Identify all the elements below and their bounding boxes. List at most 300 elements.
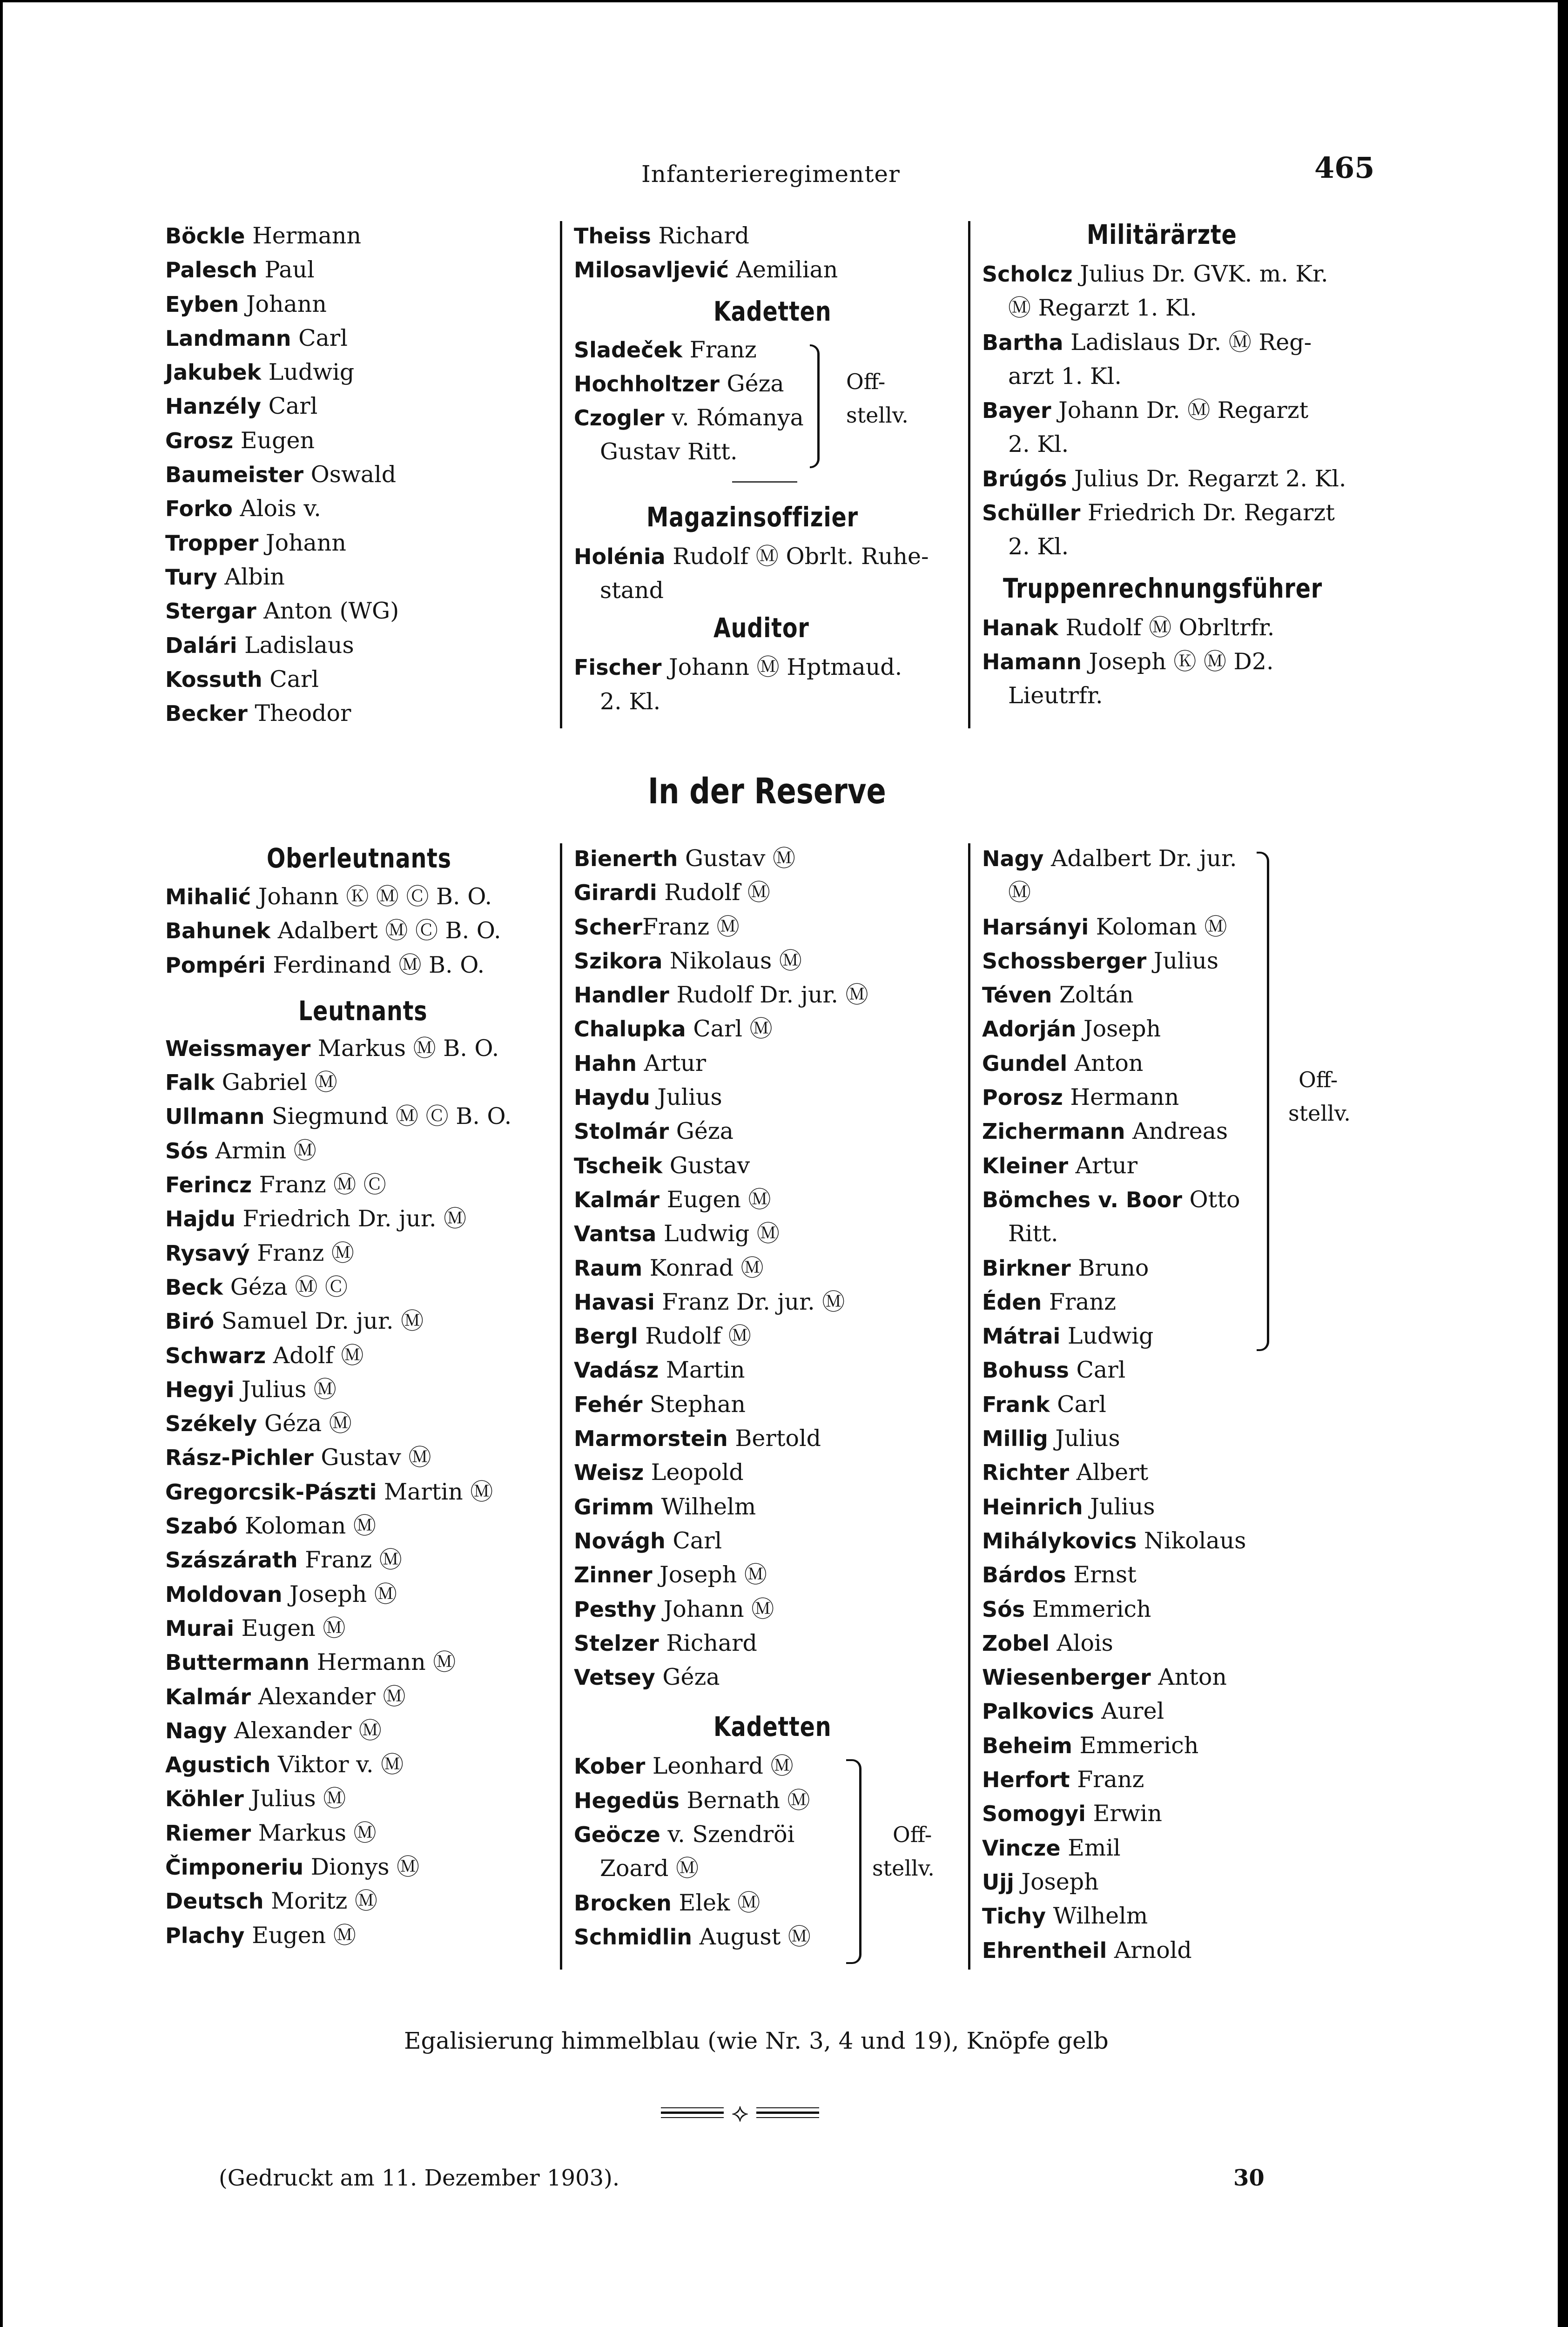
surname: Weisz	[574, 1460, 644, 1486]
list-item	[982, 530, 1382, 564]
given-name-and-details: Géza	[719, 370, 784, 397]
list-item	[982, 1285, 1382, 1319]
list-item	[982, 257, 1382, 291]
list-item	[165, 914, 552, 948]
list-item	[574, 650, 960, 684]
given-name-and-details: Anton (WG)	[256, 598, 399, 625]
given-name-and-details: Lieutrfr.	[1008, 682, 1103, 709]
given-name-and-details: Markus Ⓜ	[251, 1819, 377, 1846]
list-item	[574, 910, 960, 944]
given-name-and-details: Richard	[659, 1629, 757, 1656]
list-item	[165, 1338, 552, 1372]
given-name-and-details: Viktor v. Ⓜ	[270, 1751, 404, 1778]
surname: Sós	[165, 1138, 209, 1164]
list-item	[165, 696, 399, 730]
given-name-and-details: Carl	[291, 324, 348, 351]
list-item	[165, 1065, 552, 1099]
surname: Hanzély	[165, 394, 262, 419]
list-item	[574, 1046, 960, 1080]
surname: Agustich	[165, 1752, 271, 1778]
surname: Nagy	[982, 846, 1044, 871]
oberleutnants-heading: Oberleutnants	[267, 842, 451, 874]
separator-rule	[732, 481, 797, 483]
surname: Richter	[982, 1460, 1070, 1486]
kadetten-heading-top: Kadetten	[713, 295, 832, 327]
given-name-and-details: Ludwig Ⓜ	[656, 1220, 780, 1247]
surname: Hegyi	[165, 1377, 235, 1402]
given-name-and-details: Adalbert Ⓜ Ⓒ B. O.	[270, 917, 501, 944]
given-name-and-details: Wilhelm	[654, 1493, 756, 1520]
given-name-and-details: Markus Ⓜ B. O.	[310, 1035, 499, 1062]
surname: Eyben	[165, 291, 239, 317]
list-item	[165, 1372, 552, 1406]
given-name-and-details: Joseph Ⓚ Ⓜ D2.	[1082, 648, 1274, 675]
given-name-and-details: Eugen Ⓜ	[660, 1186, 771, 1213]
column-2-top	[574, 219, 960, 719]
given-name-and-details: Andreas	[1125, 1118, 1228, 1145]
list-item	[574, 1490, 960, 1524]
given-name-and-details: Carl	[1069, 1357, 1126, 1384]
militaeraerzte-heading: Militärärzte	[1087, 219, 1237, 250]
given-name-and-details: Gabriel Ⓜ	[215, 1069, 337, 1096]
list-item	[165, 321, 399, 355]
list-item	[574, 978, 960, 1012]
surname: Bayer	[982, 398, 1051, 424]
list-item	[165, 1236, 552, 1270]
given-name-and-details: v. Rómanya	[664, 404, 804, 431]
surname: Vantsa	[574, 1221, 657, 1247]
truppenrechnung-heading: Truppenrechnungsführer	[1003, 572, 1323, 604]
given-name-and-details: Franz	[1070, 1766, 1144, 1793]
surname: Bömches v. Boor	[982, 1187, 1182, 1212]
given-name-and-details: Joseph	[1014, 1868, 1099, 1895]
surname: Becker	[165, 701, 248, 726]
given-name-and-details: Eugen Ⓜ	[244, 1922, 356, 1949]
surname: Scher	[574, 914, 643, 940]
kadetten-note-bottom-line1: Off-	[893, 1822, 932, 1847]
list-item	[574, 435, 960, 469]
surname: Mihalić	[165, 884, 251, 909]
surname: Handler	[574, 982, 669, 1008]
kadetten-brace-top	[810, 344, 820, 468]
column-divider-top-left	[560, 221, 562, 728]
surname: Rász-Pichler	[165, 1445, 314, 1471]
ornament-flourish-icon: ⟡	[724, 2099, 756, 2127]
column-1-bottom	[165, 842, 552, 1952]
list-item	[165, 424, 399, 457]
given-name-and-details: Johann Ⓜ Hptmaud.	[661, 654, 902, 681]
given-name-and-details: Emmerich	[1025, 1595, 1151, 1622]
surname: Tscheik	[574, 1153, 663, 1178]
list-item	[574, 1749, 960, 1783]
surname: Sladeček	[574, 337, 683, 363]
list-item	[574, 367, 960, 401]
surname: Vetsey	[574, 1665, 655, 1690]
list-item	[165, 1850, 552, 1884]
list-item	[982, 910, 1382, 944]
given-name-and-details: Carl	[665, 1527, 722, 1554]
list-item	[982, 1694, 1382, 1728]
surname: Frank	[982, 1392, 1050, 1417]
surname: Kalmár	[165, 1684, 251, 1709]
given-name-and-details: Wilhelm	[1046, 1903, 1148, 1930]
surname: Bienerth	[574, 846, 678, 871]
list-item	[574, 841, 960, 875]
surname: Falk	[165, 1070, 215, 1096]
offstellv-note-line2: stellv.	[1288, 1101, 1351, 1126]
list-item	[982, 841, 1382, 875]
list-item	[165, 219, 399, 253]
given-name-and-details: arzt 1. Kl.	[1008, 363, 1122, 390]
list-item	[165, 1168, 552, 1202]
list-item	[165, 287, 399, 321]
leutnants-heading: Leutnants	[298, 995, 428, 1027]
magazin-heading: Magazinsoffizier	[646, 501, 858, 533]
given-name-and-details: Anton	[1151, 1664, 1227, 1691]
list-item	[982, 1012, 1382, 1046]
given-name-and-details: Alexander Ⓜ	[227, 1717, 382, 1744]
given-name-and-details: Julius Dr. Regarzt 2. Kl.	[1067, 465, 1346, 492]
surname: Tropper	[165, 530, 259, 556]
list-item	[982, 462, 1382, 496]
given-name-and-details: Albin	[217, 563, 285, 590]
surname: Theiss	[574, 223, 651, 249]
scan-border-left	[0, 0, 3, 2327]
surname: Herfort	[982, 1767, 1070, 1793]
given-name-and-details: Ludwig	[261, 359, 355, 386]
given-name-and-details: Friedrich Dr. Regarzt	[1080, 499, 1335, 526]
surname: Zinner	[574, 1562, 653, 1588]
surname: Holénia	[574, 544, 666, 569]
surname: Buttermann	[165, 1650, 310, 1675]
given-name-and-details: Theodor	[247, 700, 351, 727]
given-name-and-details: Rudolf Ⓜ Obrltrfr.	[1058, 614, 1275, 641]
surname: Szászárath	[165, 1547, 298, 1573]
list-item	[165, 1475, 552, 1509]
given-name-and-details: Eugen	[233, 427, 315, 454]
given-name-and-details: Julius	[1146, 947, 1218, 974]
list-item	[982, 1524, 1382, 1558]
surname: Marmorstein	[574, 1426, 728, 1452]
list-item	[574, 1455, 960, 1489]
list-item	[574, 1626, 960, 1660]
surname: Moldovan	[165, 1581, 283, 1607]
list-item	[574, 1783, 960, 1817]
list-item	[574, 219, 960, 253]
given-name-and-details: Aurel	[1094, 1698, 1164, 1725]
given-name-and-details: Julius	[1048, 1425, 1120, 1452]
list-item	[982, 393, 1382, 427]
given-name-and-details: Gustav Ritt.	[600, 438, 738, 465]
list-item	[574, 944, 960, 978]
surname: Grosz	[165, 428, 234, 453]
list-item	[165, 1918, 552, 1952]
list-item	[574, 1285, 960, 1319]
surname: Hajdu	[165, 1206, 236, 1232]
list-item	[982, 611, 1382, 645]
list-item	[982, 1217, 1382, 1251]
list-item	[574, 1421, 960, 1455]
list-item	[165, 526, 399, 560]
given-name-and-details: Nikolaus Ⓜ	[662, 947, 802, 974]
list-item	[165, 1680, 552, 1714]
surname: Palkovics	[982, 1699, 1094, 1724]
given-name-and-details: Hermann	[245, 222, 362, 249]
given-name-and-details: Johann Ⓜ	[656, 1595, 774, 1622]
given-name-and-details: Gustav Ⓜ	[313, 1444, 431, 1471]
list-item	[574, 1353, 960, 1387]
kadetten-brace-bottom	[846, 1759, 861, 1964]
list-item	[574, 1524, 960, 1558]
running-title: Infanterieregimenter	[641, 161, 900, 188]
kadetten-note-bottom-line2: stellv.	[872, 1856, 935, 1881]
list-item	[165, 355, 399, 389]
surname: Bartha	[982, 330, 1063, 355]
surname: Riemer	[165, 1820, 251, 1846]
surname: Ujj	[982, 1869, 1014, 1895]
given-name-and-details: Friedrich Dr. jur. Ⓜ	[235, 1205, 467, 1232]
surname: Schüller	[982, 500, 1081, 526]
surname: Éden	[982, 1289, 1042, 1315]
list-item	[165, 1270, 552, 1304]
surname: Tichy	[982, 1903, 1046, 1929]
surname: Schossberger	[982, 948, 1147, 974]
list-item	[982, 325, 1382, 359]
given-name-and-details: Anton	[1067, 1049, 1144, 1076]
list-item	[574, 1251, 960, 1285]
given-name-and-details: Julius	[1083, 1493, 1155, 1520]
given-name-and-details: Samuel Dr. jur. Ⓜ	[214, 1308, 424, 1335]
list-item	[982, 359, 1382, 393]
given-name-and-details: Emmerich	[1072, 1732, 1199, 1759]
given-name-and-details: Franz	[1042, 1288, 1116, 1315]
given-name-and-details: Géza	[669, 1118, 734, 1145]
given-name-and-details: Zoltán	[1052, 982, 1134, 1009]
given-name-and-details: Richard	[651, 222, 750, 249]
surname: Birkner	[982, 1255, 1071, 1281]
given-name-and-details: Alois	[1049, 1629, 1113, 1656]
surname: Köhler	[165, 1786, 244, 1812]
list-item	[982, 875, 1382, 909]
list-item	[982, 1251, 1382, 1285]
list-item	[165, 1645, 552, 1679]
given-name-and-details: Stephan	[642, 1391, 746, 1418]
list-item	[165, 1748, 552, 1782]
surname: Zobel	[982, 1630, 1050, 1656]
surname: Székely	[165, 1411, 257, 1437]
given-name-and-details: Adolf Ⓜ	[266, 1342, 364, 1369]
list-item	[165, 628, 399, 662]
list-item	[574, 539, 960, 573]
list-item	[165, 1816, 552, 1850]
list-item	[982, 1149, 1382, 1183]
given-name-and-details: 2. Kl.	[600, 688, 661, 715]
list-item	[165, 1543, 552, 1577]
list-item	[982, 1558, 1382, 1592]
surname: Nagy	[165, 1718, 227, 1743]
auditor-heading: Auditor	[713, 612, 809, 644]
list-item	[574, 1660, 960, 1694]
given-name-and-details: Elek Ⓜ	[671, 1889, 760, 1916]
list-item	[165, 1782, 552, 1816]
list-item	[574, 1592, 960, 1626]
given-name-and-details: Julius Ⓜ	[234, 1376, 336, 1403]
list-item	[574, 1080, 960, 1114]
given-name-and-details: Gustav	[662, 1152, 750, 1179]
list-item	[982, 1865, 1382, 1899]
given-name-and-details: Ernst	[1066, 1561, 1137, 1588]
surname: Pompéri	[165, 952, 266, 978]
list-item	[574, 253, 960, 287]
kadetten-heading-bottom: Kadetten	[713, 1711, 832, 1743]
given-name-and-details: Johann	[239, 290, 327, 317]
surname: Beheim	[982, 1733, 1072, 1758]
given-name-and-details: Erwin	[1085, 1800, 1162, 1827]
given-name-and-details: Johann Ⓚ Ⓜ Ⓒ B. O.	[251, 883, 492, 910]
surname: Murai	[165, 1615, 235, 1641]
column-3-top	[982, 219, 1382, 713]
given-name-and-details: Rudolf Ⓜ	[638, 1323, 751, 1350]
surname: Baumeister	[165, 462, 304, 488]
surname: Wiesenberger	[982, 1665, 1151, 1690]
surname: Brúgós	[982, 466, 1067, 491]
surname: Haydu	[574, 1085, 650, 1110]
list-item	[982, 679, 1382, 713]
given-name-and-details: Franz Ⓜ	[642, 913, 740, 940]
surname: Landmann	[165, 325, 291, 351]
list-item	[165, 560, 399, 594]
list-item	[982, 1387, 1382, 1421]
given-name-and-details: Adalbert Dr. jur.	[1043, 845, 1237, 872]
surname: Stolmár	[574, 1119, 669, 1144]
given-name-and-details: 2. Kl.	[1008, 431, 1069, 458]
surname: Havasi	[574, 1289, 655, 1315]
given-name-and-details: Rudolf Dr. jur. Ⓜ	[669, 982, 868, 1009]
list-item	[574, 1217, 960, 1251]
given-name-and-details: Otto	[1182, 1186, 1240, 1213]
given-name-and-details: Ritt.	[1008, 1220, 1058, 1247]
surname: Čimponeriu	[165, 1855, 304, 1880]
given-name-and-details: August Ⓜ	[692, 1923, 811, 1950]
surname: Tury	[165, 564, 217, 590]
given-name-and-details: Eugen Ⓜ	[234, 1614, 346, 1641]
given-name-and-details: Albert	[1069, 1459, 1149, 1486]
given-name-and-details: Hermann Ⓜ	[310, 1649, 456, 1676]
column-2-bottom	[574, 841, 960, 1954]
given-name-and-details: Martin Ⓜ	[377, 1478, 493, 1505]
given-name-and-details: Leopold	[644, 1459, 744, 1486]
list-item	[982, 1762, 1382, 1796]
given-name-and-details: Gustav Ⓜ	[678, 845, 795, 872]
given-name-and-details: Emil	[1060, 1834, 1121, 1861]
list-item	[982, 1933, 1382, 1967]
given-name-and-details: Julius Ⓜ	[243, 1785, 346, 1812]
surname: Szikora	[574, 948, 663, 974]
surname: Deutsch	[165, 1889, 264, 1914]
given-name-and-details: Ludwig	[1060, 1323, 1154, 1350]
list-item	[165, 1202, 552, 1236]
given-name-and-details: Ladislaus Dr. Ⓜ Reg-	[1063, 329, 1312, 356]
surname: Jakubek	[165, 360, 262, 385]
ornament-rule	[661, 2099, 819, 2127]
list-item	[165, 594, 399, 628]
surname: Stergar	[165, 599, 256, 624]
list-item	[982, 944, 1382, 978]
given-name-and-details: stand	[600, 577, 664, 604]
list-item	[165, 253, 399, 287]
surname: Hamann	[982, 649, 1082, 674]
given-name-and-details: Arnold	[1107, 1937, 1192, 1964]
surname: Heinrich	[982, 1494, 1083, 1520]
given-name-and-details: Hermann	[1063, 1084, 1179, 1111]
page-number: 465	[1314, 151, 1375, 185]
list-item	[574, 1149, 960, 1183]
surname: Scholcz	[982, 262, 1073, 287]
list-item	[574, 1920, 960, 1954]
surname: Téven	[982, 982, 1052, 1008]
list-item	[982, 1796, 1382, 1830]
surname: Raum	[574, 1255, 643, 1281]
surname: Bergl	[574, 1324, 638, 1349]
surname: Bohuss	[982, 1358, 1069, 1383]
surname: Schwarz	[165, 1343, 266, 1368]
list-item	[165, 389, 399, 423]
given-name-and-details: Géza Ⓜ	[257, 1410, 352, 1437]
surname: Geöcze	[574, 1822, 660, 1848]
surname: Girardi	[574, 880, 657, 906]
given-name-and-details: Martin	[659, 1357, 745, 1384]
given-name-and-details: Konrad Ⓜ	[642, 1254, 764, 1281]
given-name-and-details: v. Szendröi	[660, 1821, 795, 1848]
reserve-heading: In der Reserve	[648, 770, 886, 812]
list-item	[982, 1626, 1382, 1660]
list-item	[165, 880, 552, 914]
surname: Sós	[982, 1596, 1025, 1622]
surname: Harsányi	[982, 914, 1089, 940]
surname: Ferincz	[165, 1172, 252, 1198]
list-item	[982, 1592, 1382, 1626]
surname: Gregorcsik-Pászti	[165, 1479, 377, 1505]
list-item	[165, 491, 399, 525]
surname: Hanak	[982, 615, 1058, 640]
given-name-and-details: Leonhard Ⓜ	[645, 1753, 794, 1780]
column-divider-top-right	[968, 221, 970, 728]
surname: Bahunek	[165, 918, 271, 944]
offstellv-note-line1: Off-	[1299, 1067, 1338, 1092]
surname: Porosz	[982, 1085, 1063, 1110]
list-item	[165, 1134, 552, 1168]
given-name-and-details: Paul	[257, 256, 315, 283]
list-item	[165, 1031, 552, 1065]
surname: Mihálykovics	[982, 1528, 1137, 1554]
given-name-and-details: Alois v.	[232, 495, 321, 522]
given-name-and-details: Carl	[262, 666, 319, 693]
list-item	[982, 1421, 1382, 1455]
given-name-and-details: Joseph Ⓜ	[282, 1580, 397, 1607]
surname: Vincze	[982, 1835, 1061, 1861]
list-item	[982, 291, 1382, 325]
list-item	[165, 1304, 552, 1338]
given-name-and-details: Rudolf Ⓜ	[657, 879, 770, 906]
surname: Rysavý	[165, 1240, 250, 1266]
surname: Dalári	[165, 632, 237, 658]
footer-number: 30	[1233, 2165, 1265, 2191]
given-name-and-details: Oswald	[303, 461, 397, 488]
surname: Bárdos	[982, 1562, 1066, 1588]
offstellv-brace	[1257, 852, 1269, 1351]
given-name-and-details: Franz Dr. jur. Ⓜ	[654, 1288, 845, 1315]
list-item	[165, 1099, 552, 1133]
